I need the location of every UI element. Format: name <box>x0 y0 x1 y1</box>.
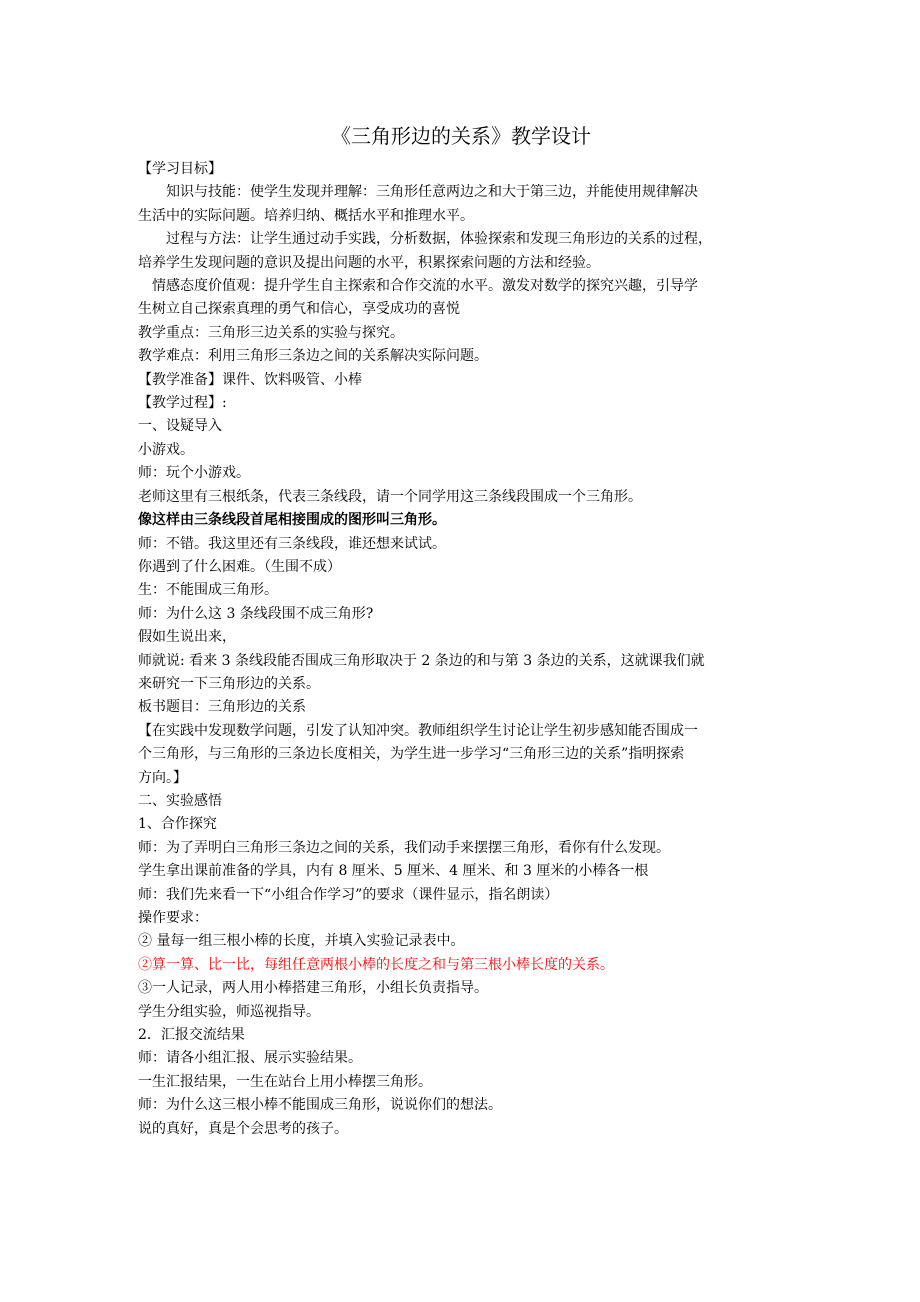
design-note-line-3: 方向。】 <box>138 769 187 786</box>
process-goal-line-1: 过程与方法：让学生通过动手实践，分析数据，体验探索和发现三角形边的关系的过程， <box>166 231 712 248</box>
triangle-definition: 像这样由三条线段首尾相接围成的图形叫三角形。 <box>138 512 446 529</box>
section1-line: 师：玩个小游戏。 <box>138 465 250 482</box>
goals-heading: 【学习目标】 <box>138 161 222 177</box>
section1-line: 老师这里有三根纸条，代表三条线段，请一个同学用这三条线段围成一个三角形。 <box>138 488 642 505</box>
section1-line: 小游戏。 <box>138 441 194 458</box>
section2-line: 学生分组实验，师巡视指导。 <box>138 1003 320 1020</box>
emotion-goal-line-2: 生树立自己探索真理的勇气和信心，享受成功的喜悦 <box>138 301 460 318</box>
section2-heading: 二、实验感悟 <box>138 792 222 809</box>
design-note-line-1: 【在实践中发现数学问题，引发了认知冲突。教师组织学生讨论让学生初步感知能否围成一 <box>138 722 698 739</box>
section1-line: 师：为什么这 3 条线段围不成三角形? <box>138 605 374 622</box>
requirement-1: ② 量每一组三根小棒的长度，并填入实验记录表中。 <box>138 933 465 950</box>
section2-line: 说的真好，真是个会思考的孩子。 <box>138 1120 348 1137</box>
section2-line: 学生拿出课前准备的学具，内有 8 厘米、5 厘米、4 厘米、和 3 厘米的小棒各一根 <box>138 863 649 880</box>
emotion-goal-line-1: 情感态度价值观：提升学生自主探索和合作交流的水平。激发对数学的探究兴趣，引导学 <box>152 278 698 295</box>
key-point: 教学重点：三角形三边关系的实验与探究。 <box>138 324 404 341</box>
difficulty-point: 教学难点：利用三角形三条边之间的关系解决实际问题。 <box>138 348 488 365</box>
section2-subheading: 2．汇报交流结果 <box>138 1027 245 1044</box>
section2-line: 一生汇报结果，一生在站台上用小棒摆三角形。 <box>138 1073 432 1090</box>
section1-line: 假如生说出来， <box>138 629 236 646</box>
section1-line: 生：不能围成三角形。 <box>138 582 278 599</box>
section2-line: 师：为了弄明白三角形三条边之间的关系，我们动手来摆摆三角形，看你有什么发现。 <box>138 839 670 856</box>
section1-heading: 一、设疑导入 <box>138 418 222 435</box>
section2-line: 师：为什么这三根小棒不能围成三角形，说说你们的想法。 <box>138 1097 502 1114</box>
section2-line: 师：我们先来看一下“小组合作学习”的要求（课件显示，指名朗读） <box>138 886 559 903</box>
teacher-says-line-2: 来研究一下三角形边的关系。 <box>138 675 320 692</box>
board-title: 板书题目：三角形边的关系 <box>138 699 306 716</box>
section2-subheading: 1、合作探究 <box>138 816 217 833</box>
lesson-plan-page <box>138 120 784 1141</box>
section2-line: 师：请各小组汇报、展示实验结果。 <box>138 1050 362 1067</box>
knowledge-goal-line-1: 知识与技能：使学生发现并理解：三角形任意两边之和大于第三边，并能使用规律解决 <box>166 184 698 201</box>
requirement-3: ③一人记录，两人用小棒搭建三角形，小组长负责指导。 <box>138 980 488 997</box>
document-title: 《三角形边的关系》教学设计 <box>331 124 591 148</box>
process-goal-line-2: 培养学生发现问题的意识及提出问题的水平，积累探索问题的方法和经验。 <box>138 254 600 271</box>
section1-line: 师：不错。我这里还有三条线段，谁还想来试试。 <box>138 535 446 552</box>
knowledge-goal-line-2: 生活中的实际问题。培养归纳、概括水平和推理水平。 <box>138 207 474 224</box>
teacher-says-line-1: 师就说: 看来 3 条线段能否围成三角形取决于 2 条边的和与第 3 条边的关系，这就课我们就 <box>138 652 705 669</box>
section1-line: 你遇到了什么困难。（生围不成） <box>138 558 341 575</box>
document-body <box>138 158 784 1141</box>
design-note-line-2: 个三角形，与三角形的三条边长度相关，为学生进一步学习“三角形三边的关系”指明探索 <box>138 746 685 763</box>
section2-line: 操作要求： <box>138 910 208 926</box>
requirement-2: ②算一算、比一比，每组任意两根小棒的长度之和与第三根小棒长度的关系。 <box>138 956 614 973</box>
process-heading: 【教学过程】: <box>138 395 227 412</box>
teaching-prep: 【教学准备】课件、饮料吸管、小棒 <box>138 371 362 388</box>
